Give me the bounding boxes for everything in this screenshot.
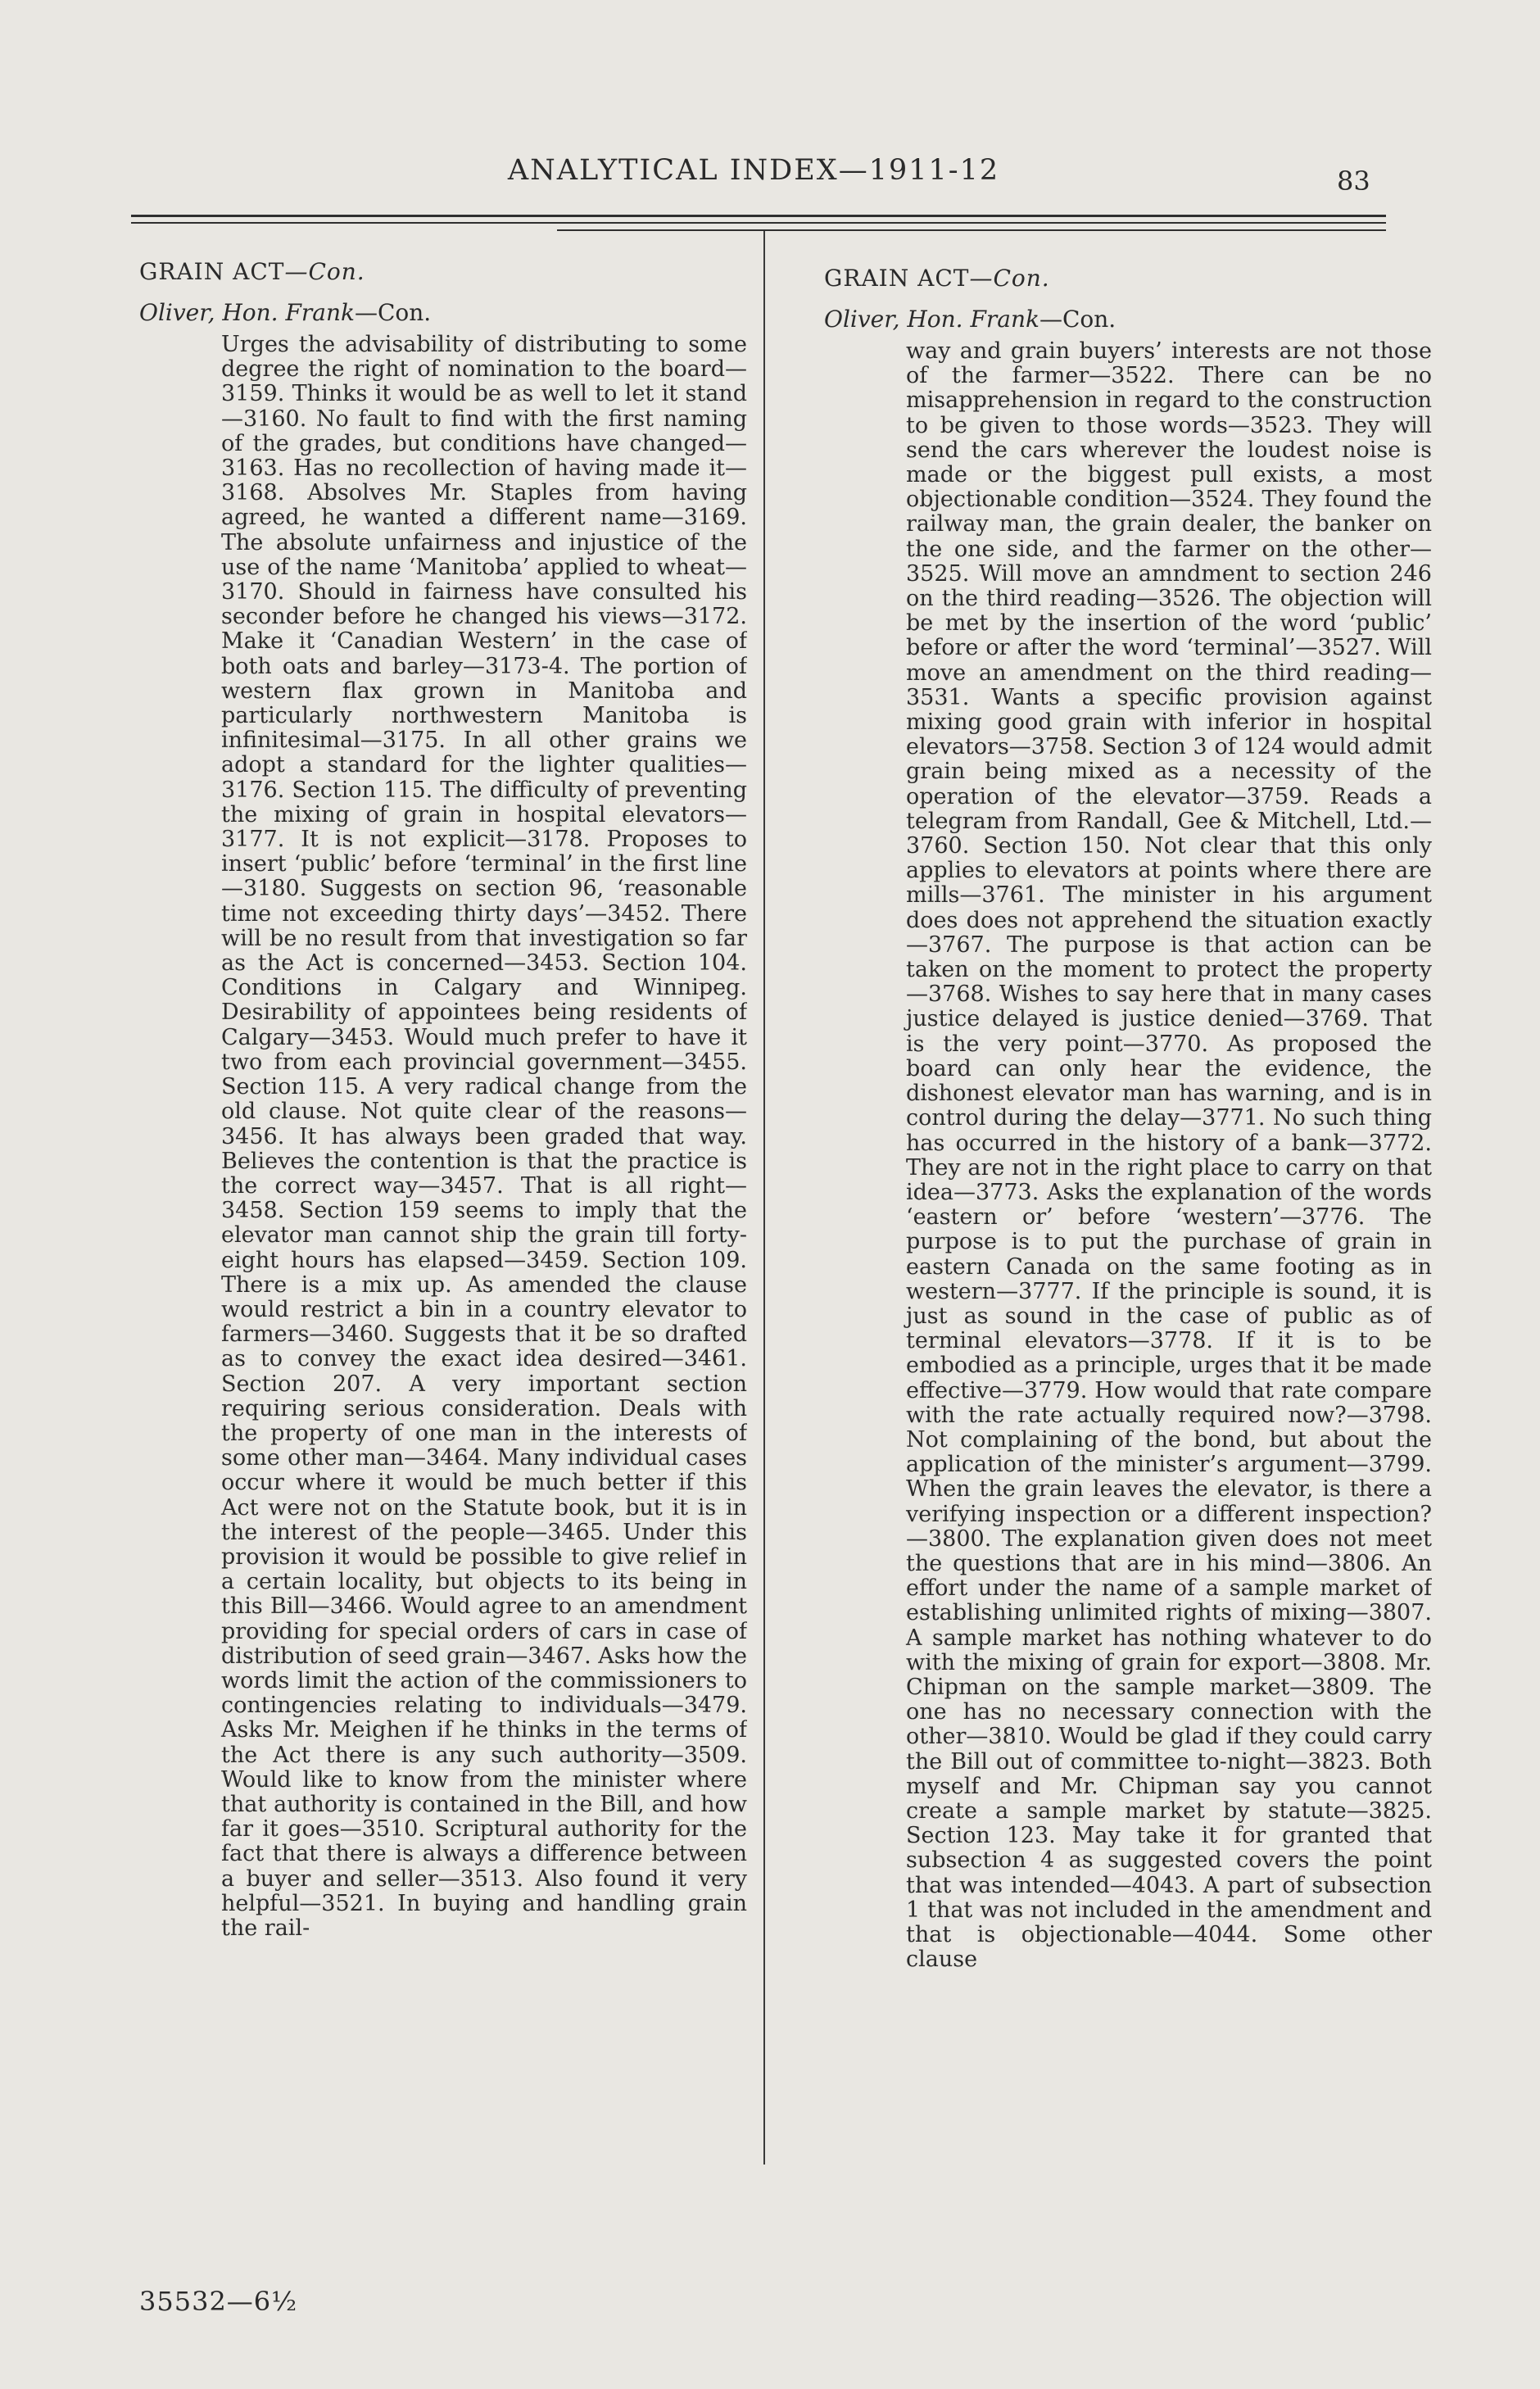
header-rule-middle bbox=[131, 222, 1386, 224]
page-header bbox=[0, 154, 1540, 203]
right-index-entry-text: way and grain buyers’ interests are not those of the farmer—3522. There can be no misapprehension in regard to the construction to be given to those words—3523. They will send the cars wherever the loudest noise is made or the biggest pull exists, a most objectionable condition—3524. They found the railway man, the grain dealer, the banker on the one side, and the farmer on the other—3525. Will move an amndment to section 246 on the third reading—3526. The objection will be met by the insertion of the word ‘public’ before or after the word ‘terminal’—3527. Will move an amendment on the third reading—3531. Wants a specific provision against mixing good grain with inferior in hospital elevators—3758. Section 3 of 124 would admit grain being mixed as a necessity of the operation of the elevator—3759. Reads a telegram from Randall, Gee & Mitchell, Ltd.—3760. Section 150. Not clear that this only applies to elevators at points where there are mills—3761. The minister in his argument does does not apprehend the situation exactly—3767. The purpose is that action can be taken on the moment to protect the property—3768. Wishes to say here that in many cases justice delayed is justice denied—3769. That is the very point—3770. As proposed the board can only hear the evidence, the dishonest elevator man has warning, and is in control during the delay—3771. No such thing has occurred in the history of a bank—3772. They are not in the right place to carry on that idea—3773. Asks the explanation of the words ‘eastern or’ before ‘western’—3776. The purpose is to put the purchase of grain in eastern Canada on the same footing as in western—3777. If the principle is sound, it is just as sound in the case of public as of terminal elevators—3778. If it is to be embodied as a principle, urges that it be made effective—3779. How would that rate compare with the rate actually required now?—3798. Not complaining of the bond, but about the application of the minister’s argument—3799. When the grain leaves the elevator, is there a verifying inspection or a different inspection?—3800. The explanation given does not meet the questions that are in his mind—3806. An effort under the name of a sample market of establishing unlimited rights of mixing—3807. A sample market has nothing whatever to do with the mixing of grain for export—3808. Mr. Chipman on the sample market—3809. The one has no necessary connection with the other—3810. Would be glad if they could carry the Bill out of committee to-night—3823. Both myself and Mr. Chipman say you cannot create a sample market by statute—3825. Section 123. May take it for granted that subsection 4 as suggested covers the point that was intended—4043. A part of subsection 1 that was not included in the amendment and that is objectionable—4044. Some other clause bbox=[906, 338, 1432, 1973]
right-section-title bbox=[824, 262, 1432, 295]
left-speaker-heading bbox=[139, 297, 747, 329]
left-speaker-cont: —Con. bbox=[354, 299, 432, 326]
running-title: ANALYTICAL INDEX—1911-12 bbox=[507, 154, 1000, 187]
column-divider bbox=[763, 231, 765, 2165]
left-index-entry-text: Urges the advisability of distributing to some degree the right of nomination to the board—3159. Thinks it would be as well to let it stand—3160. No fault to find with the first naming of the grades, but conditions have changed—3163. Has no recollection of having made it—3168. Absolves Mr. Staples from having agreed, he wanted a different name—3169. The absolute unfairness and injustice of the use of the name ‘Manitoba’ applied to wheat—3170. Should in fairness have consulted his seconder before he changed his views—3172. Make it ‘Canadian Western’ in the case of both oats and barley—3173-4. The portion of western flax grown in Manitoba and particularly northwestern Manitoba is infinitesimal—3175. In all other grains we adopt a standard for the lighter qualities—3176. Section 115. The difficulty of preventing the mixing of grain in hospital elevators—3177. It is not explicit—3178. Proposes to insert ‘public’ before ‘terminal’ in the first line—3180. Suggests on section 96, ‘reasonable time not exceeding thirty days’—3452. There will be no result from that investigation so far as the Act is concerned—3453. Section 104. Conditions in Calgary and Winnipeg. Desirability of appointees being residents of Calgary—3453. Would much prefer to have it two from each provincial government—3455. Section 115. A very radical change from the old clause. Not quite clear of the reasons—3456. It has always been graded that way. Believes the contention is that the practice is the correct way—3457. That is all right—3458. Section 159 seems to imply that the elevator man cannot ship the grain till forty-eight hours has elapsed—3459. Section 109. There is a mix up. As amended the clause would restrict a bin in a country elevator to farmers—3460. Suggests that it be so drafted as to convey the exact idea desired—3461. Section 207. A very important section requiring serious consideration. Deals with the property of one man in the interests of some other man—3464. Many individual cases occur where it would be much better if this Act were not on the Statute book, but it is in the interest of the people—3465. Under this provision it would be possible to give relief in a certain locality, but objects to its being in this Bill—3466. Would agree to an amendment providing for special orders of cars in case of distribution of seed grain—3467. Asks how the words limit the action of the commissioners to contingencies relating to individuals—3479. Asks Mr. Meighen if he thinks in the terms of the Act there is any such authority—3509. Would like to know from the minister where that authority is contained in the Bill, and how far it goes—3510. Scriptural authority for the fact that there is always a difference between a buyer and seller—3513. Also found it very helpful—3521. In buying and handling grain the rail- bbox=[221, 332, 747, 1941]
printer-signature: 35532—6½ bbox=[139, 2286, 298, 2317]
left-section-title bbox=[139, 256, 747, 288]
right-speaker-cont: —Con. bbox=[1039, 306, 1116, 333]
right-speaker-heading bbox=[824, 303, 1432, 336]
left-section-title-text: GRAIN ACT bbox=[139, 258, 285, 285]
header-rule-bottom bbox=[557, 229, 1386, 231]
header-rule-top bbox=[131, 215, 1386, 217]
left-section-title-cont: —Con. bbox=[284, 258, 365, 285]
right-section-title-cont: —Con. bbox=[969, 265, 1050, 292]
page-number: 83 bbox=[1337, 165, 1370, 197]
left-column bbox=[139, 256, 747, 2140]
right-speaker-name: Oliver, Hon. Frank bbox=[824, 306, 1040, 333]
left-speaker-name: Oliver, Hon. Frank bbox=[139, 299, 355, 326]
right-section-title-text: GRAIN ACT bbox=[824, 265, 970, 292]
right-column bbox=[824, 262, 1432, 2146]
